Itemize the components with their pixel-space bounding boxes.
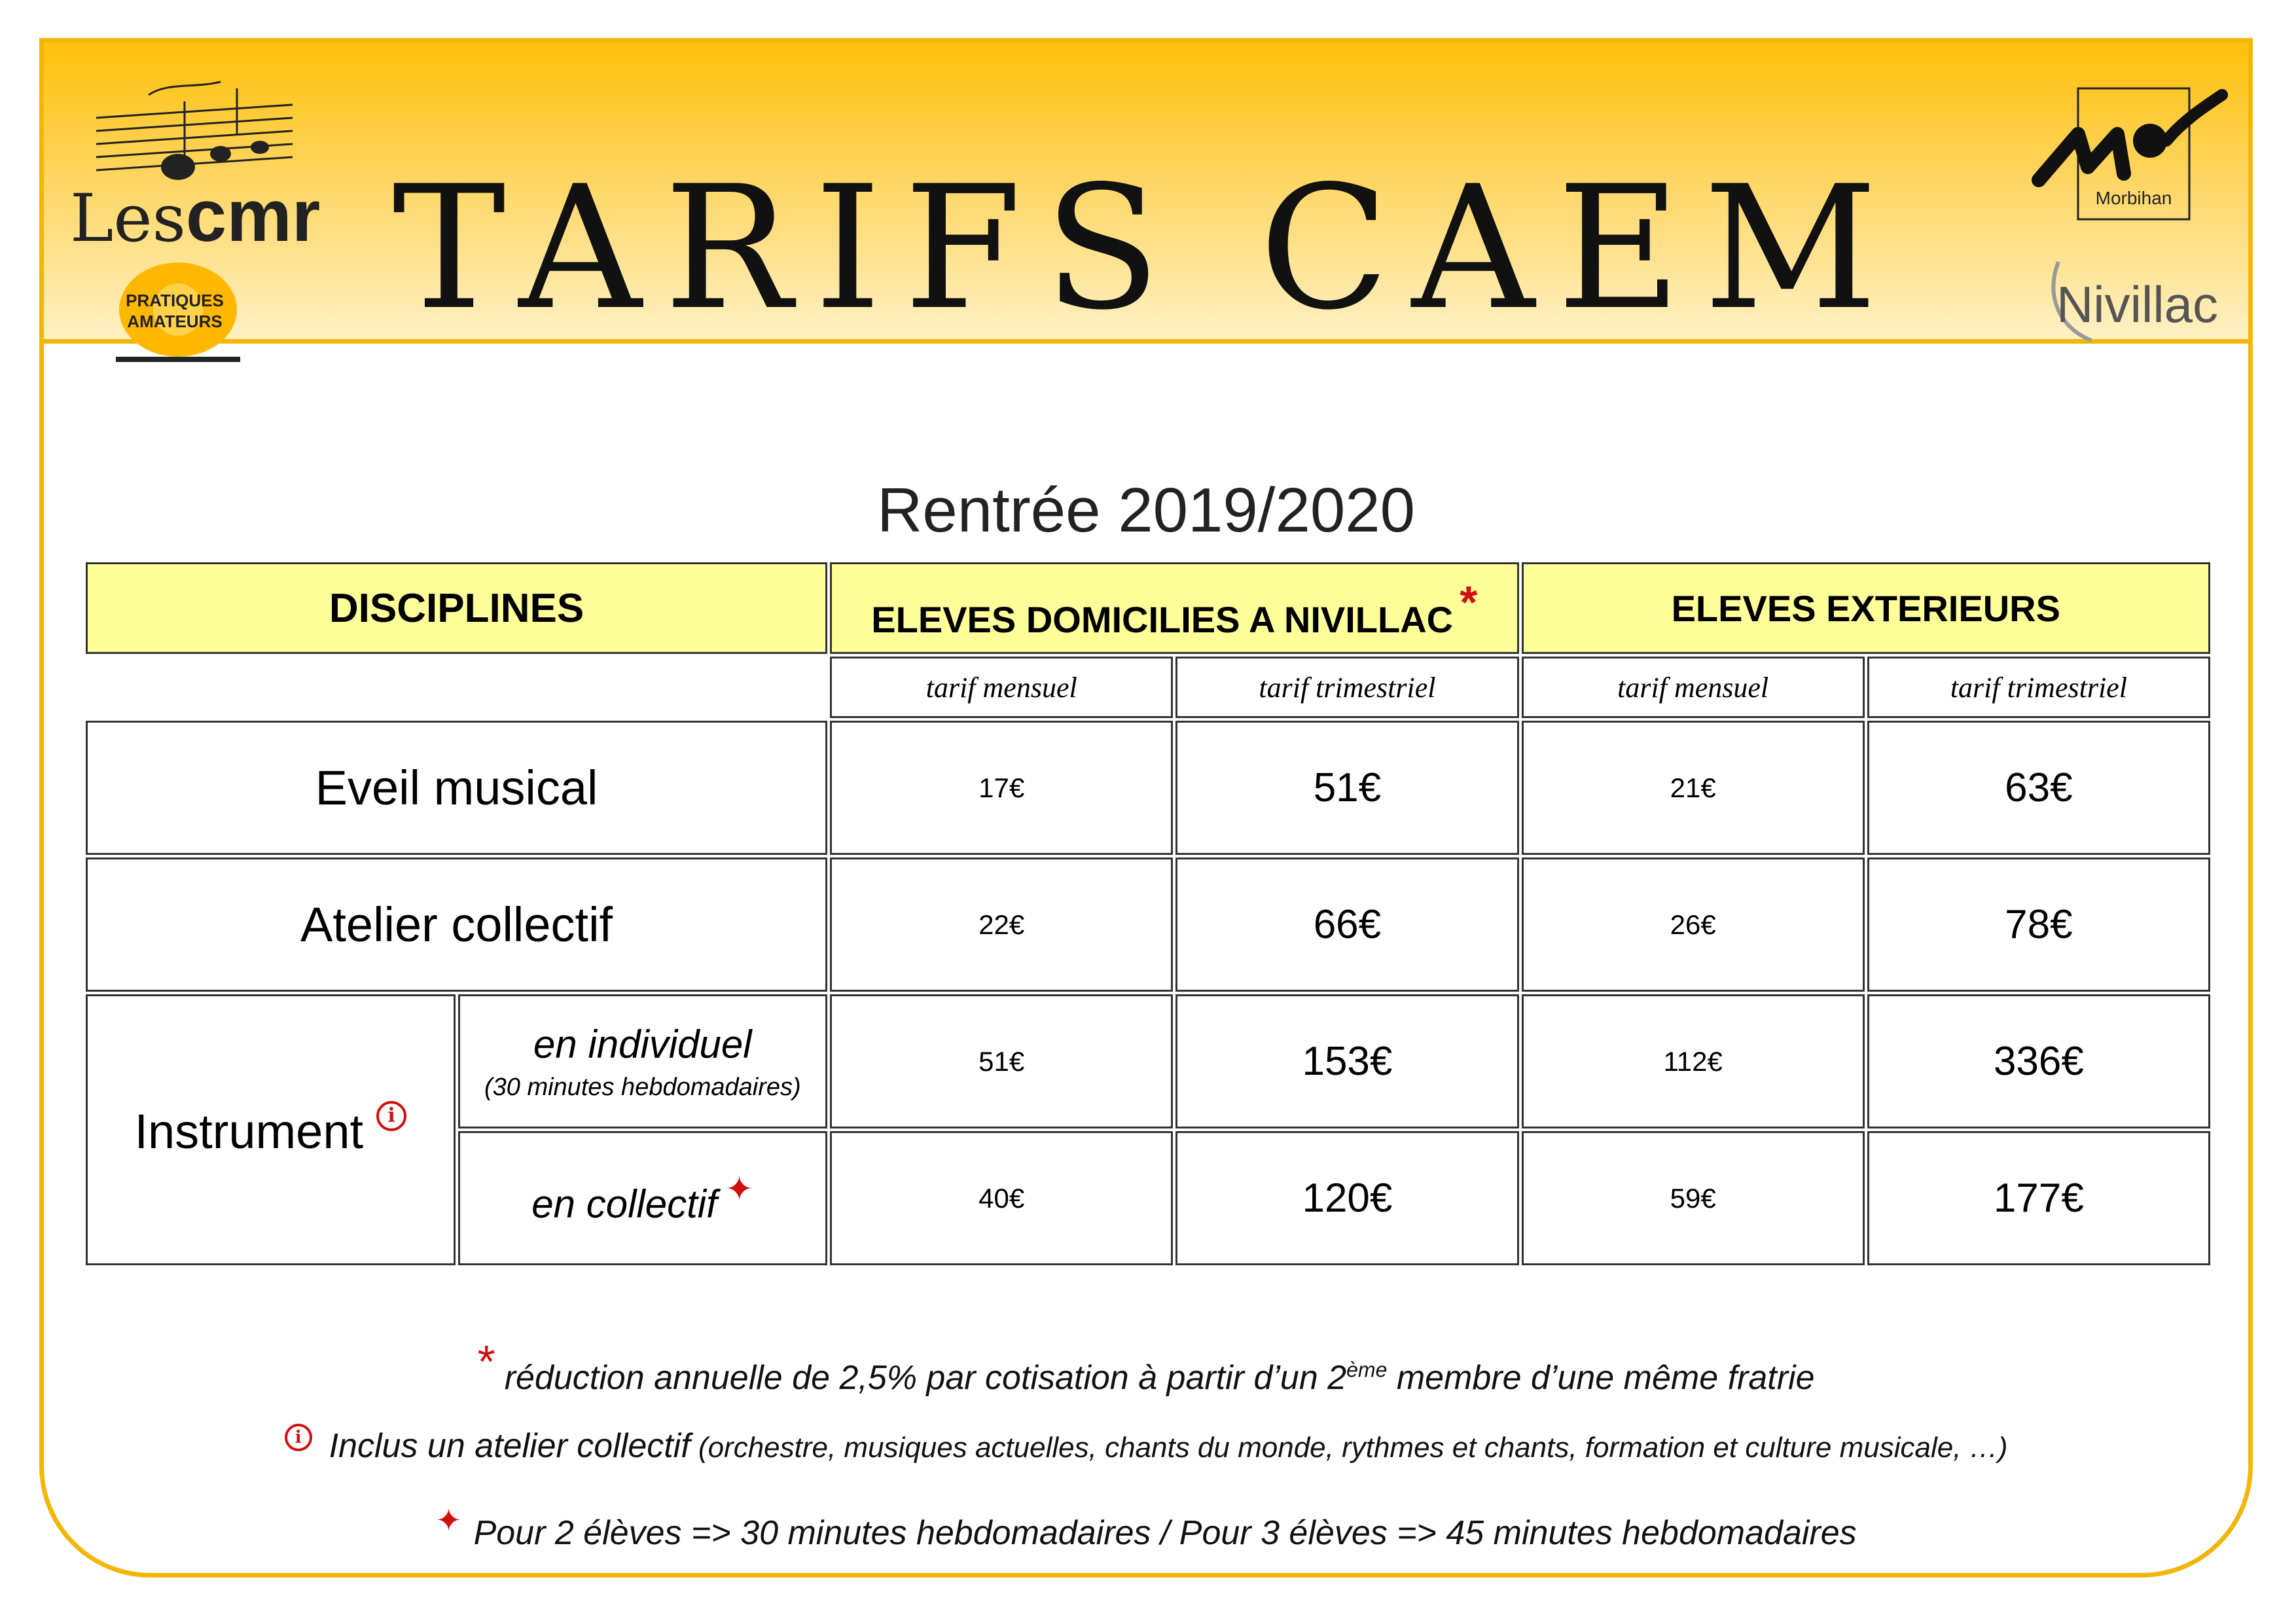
subheader-exterieurs-trimestriel: tarif trimestriel (1867, 657, 2210, 718)
table-row (86, 857, 2210, 992)
instrument-collectif-label: en collectif (531, 1182, 717, 1226)
price-cell: 177€ (1867, 1131, 2210, 1265)
logo-pratiques-amateurs: PRATIQUES AMATEURS (126, 291, 224, 331)
tariffs-table (83, 560, 2213, 1268)
price-cell: 22€ (830, 857, 1173, 992)
table-row (86, 994, 2210, 1128)
column-header-disciplines: DISCIPLINES (86, 562, 827, 654)
price-cell: 120€ (1175, 1131, 1518, 1265)
footnote-fratrie: * réduction annuelle de 2,5% par cotisation à partir d’un 2ème membre d’une même fratrie (477, 1336, 1815, 1397)
price-cell: 153€ (1175, 994, 1518, 1128)
sparkle-icon: ✦ (725, 1170, 754, 1208)
footnote-collectif: ✦ Pour 2 élèves => 30 minutes hebdomadaires / Pour 3 élèves => 45 minutes hebdomadaires (435, 1504, 1857, 1552)
page-title: TARIFS CAEM (392, 150, 1900, 348)
school-year-subtitle: Rentrée 2019/2020 (877, 475, 1415, 545)
column-header-nivillac-label: ELEVES DOMICILIES A NIVILLAC (871, 598, 1454, 640)
discipline-atelier-collectif: Atelier collectif (86, 857, 827, 992)
price-cell: 40€ (830, 1131, 1173, 1265)
subheader-nivillac-trimestriel: tarif trimestriel (1175, 657, 1518, 718)
discipline-eveil-musical: Eveil musical (86, 721, 827, 855)
price-cell: 63€ (1867, 721, 2210, 855)
instrument-individuel-label: en individuel (533, 1022, 752, 1066)
instrument-individuel-detail: (30 minutes hebdomadaires) (484, 1073, 801, 1101)
instrument-collectif (458, 1131, 828, 1265)
column-header-exterieurs: ELEVES EXTERIEURS (1522, 562, 2210, 654)
logo-cmr: Lescmr (70, 175, 321, 257)
price-cell: 66€ (1175, 857, 1518, 992)
asterisk-icon: * (477, 1336, 495, 1387)
price-cell: 51€ (830, 994, 1173, 1128)
footnote-atelier: i Inclus un atelier collectif (orchestre, musiques actuelles, chants du monde, rythmes et chants, formation et culture musicale, …) (44, 1424, 2248, 1466)
logo-morbihan-label: Morbihan (2095, 188, 2172, 208)
price-cell: 21€ (1522, 721, 1865, 855)
discipline-instrument-label: Instrument (134, 1104, 364, 1159)
header-band (44, 43, 2248, 348)
table-row (86, 721, 2210, 855)
column-header-nivillac (830, 562, 1518, 654)
discipline-instrument (86, 994, 456, 1265)
blank-cell (86, 657, 827, 718)
table-header-row (86, 562, 2210, 654)
price-cell: 336€ (1867, 994, 2210, 1128)
price-cell: 112€ (1522, 994, 1865, 1128)
subheader-nivillac-mensuel: tarif mensuel (830, 657, 1173, 718)
info-icon: i (376, 1101, 406, 1131)
price-cell: 51€ (1175, 721, 1518, 855)
price-cell: 26€ (1522, 857, 1865, 992)
table-subheader-row (86, 657, 2210, 718)
subheader-exterieurs-mensuel: tarif mensuel (1522, 657, 1865, 718)
asterisk-icon: * (1460, 576, 1478, 628)
instrument-individuel (458, 994, 828, 1128)
logo-nivillac-label: Nivillac (2056, 276, 2218, 333)
info-icon: i (285, 1424, 312, 1451)
price-cell: 17€ (830, 721, 1173, 855)
page-frame (39, 38, 2253, 1578)
price-cell: 59€ (1522, 1131, 1865, 1265)
price-cell: 78€ (1867, 857, 2210, 992)
sparkle-icon: ✦ (435, 1504, 462, 1538)
